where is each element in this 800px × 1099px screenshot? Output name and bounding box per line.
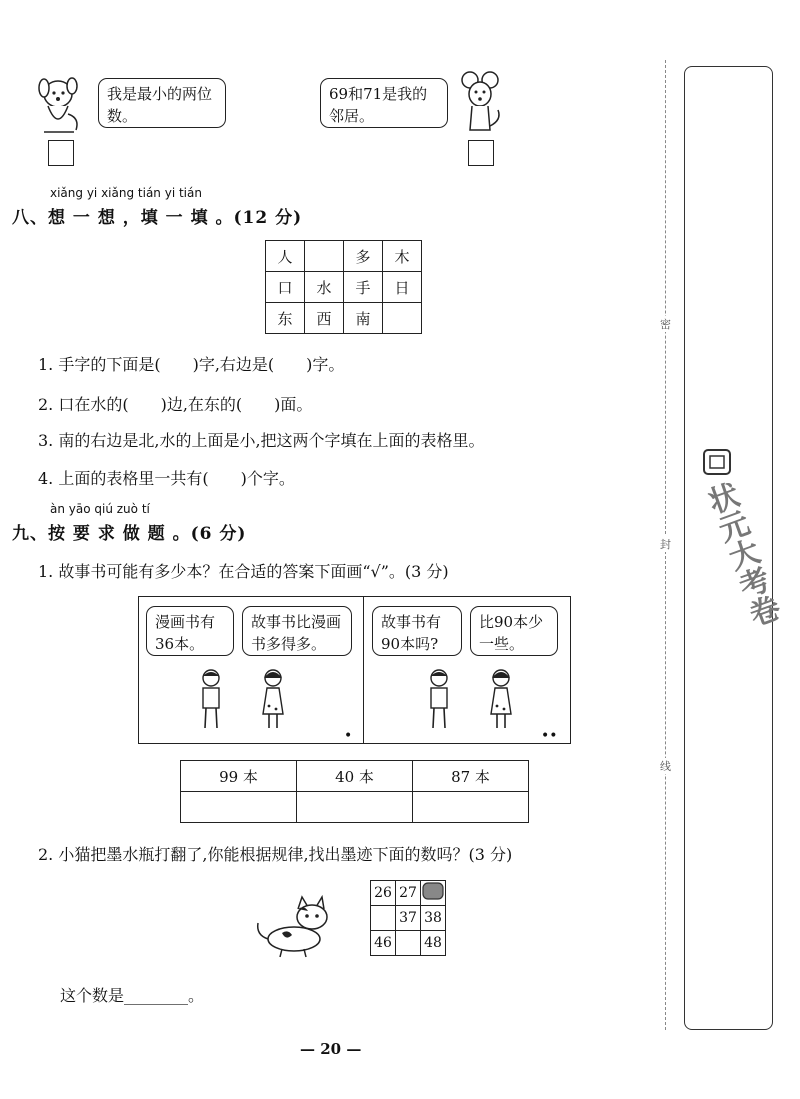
number-cell: 38: [421, 906, 446, 931]
brand-title: 状元大考卷: [698, 478, 783, 632]
answer-line[interactable]: 这个数是________。: [60, 986, 205, 1005]
number-row: [371, 931, 446, 956]
number-grid: [370, 880, 446, 956]
panel-marker-2: ••: [541, 728, 558, 744]
girl-icon: [258, 668, 288, 732]
puppy-icon: [36, 74, 88, 136]
answer-box-right[interactable]: [468, 140, 494, 166]
grid-cell: 多: [344, 241, 383, 272]
section8-question-3: 3. 南的右边是北,水的上面是小,把这两个字填在上面的表格里。: [38, 431, 485, 450]
grid-row: [266, 272, 422, 303]
number-cell: 48: [421, 931, 446, 956]
answer-check-cell[interactable]: [297, 792, 413, 823]
grid-cell: 水: [305, 272, 344, 303]
number-cell: [371, 906, 396, 931]
panel-marker-1: •: [344, 728, 353, 744]
grid-cell: 东: [266, 303, 305, 334]
number-cell: 26: [371, 881, 396, 906]
answer-option: 99 本: [181, 761, 297, 792]
character-grid: [265, 240, 422, 334]
grid-cell: 人: [266, 241, 305, 272]
seal-char-mi: 密: [660, 318, 671, 331]
section8-pinyin: xiǎng yi xiǎng tián yi tián: [50, 186, 202, 200]
comic-bubble-4: 比90本少一些。: [470, 606, 558, 656]
number-cell: 46: [371, 931, 396, 956]
grid-cell: 口: [266, 272, 305, 303]
grid-cell: 木: [383, 241, 422, 272]
number-cell: [396, 931, 421, 956]
section8-question-1: 1. 手字的下面是( )字,右边是( )字。: [38, 355, 345, 374]
grid-cell: 手: [344, 272, 383, 303]
comic-bubble-3: 故事书有90本吗?: [372, 606, 462, 656]
answer-box-left[interactable]: [48, 140, 74, 166]
answer-option: 87 本: [413, 761, 529, 792]
girl-icon: [486, 668, 516, 732]
grid-cell: 南: [344, 303, 383, 334]
grid-row: [266, 303, 422, 334]
boy-icon: [424, 668, 454, 732]
answer-check-row: [181, 792, 529, 823]
number-row: [371, 906, 446, 931]
comic-bubble-2: 故事书比漫画书多得多。: [242, 606, 352, 656]
section8-question-4: 4. 上面的表格里一共有( )个字。: [38, 469, 295, 488]
answer-option: 40 本: [297, 761, 413, 792]
section9-title: 九、按 要 求 做 题 。(6 分): [12, 524, 247, 544]
grid-cell: 日: [383, 272, 422, 303]
mouse-speech-bubble: 69和71是我的邻居。: [320, 78, 448, 128]
page-number: — 20 —: [300, 1040, 362, 1058]
answer-header-row: [181, 761, 529, 792]
section8-question-2: 2. 口在水的( )边,在东的( )面。: [38, 395, 313, 414]
section9-question-2: 2. 小猫把墨水瓶打翻了,你能根据规律,找出墨迹下面的数吗？(3 分): [38, 845, 513, 864]
brand-logo-icon: [702, 448, 758, 478]
answer-check-cell[interactable]: [413, 792, 529, 823]
number-cell: 27: [396, 881, 421, 906]
ink-blot-cell: [421, 881, 446, 906]
mouse-icon: [458, 70, 504, 136]
seal-char-feng: 封: [660, 538, 671, 551]
grid-row: [266, 241, 422, 272]
seal-char-xian: 线: [660, 760, 671, 773]
section8-title: 八、想 一 想 ，填 一 填 。(12 分): [12, 208, 303, 228]
cat-icon: [252, 895, 342, 959]
section9-question-1: 1. 故事书可能有多少本？在合适的答案下面画“√”。(3 分): [38, 562, 449, 581]
number-cell: 37: [396, 906, 421, 931]
grid-cell[interactable]: [383, 303, 422, 334]
answer-table: [180, 760, 529, 823]
answer-check-cell[interactable]: [181, 792, 297, 823]
section9-pinyin: àn yāo qiú zuò tí: [50, 502, 150, 516]
grid-cell[interactable]: [305, 241, 344, 272]
puppy-speech-bubble: 我是最小的两位数。: [98, 78, 226, 128]
comic-bubble-1: 漫画书有36本。: [146, 606, 234, 656]
boy-icon: [196, 668, 226, 732]
number-row: [371, 881, 446, 906]
ink-blot-icon: [422, 882, 444, 900]
grid-cell: 西: [305, 303, 344, 334]
